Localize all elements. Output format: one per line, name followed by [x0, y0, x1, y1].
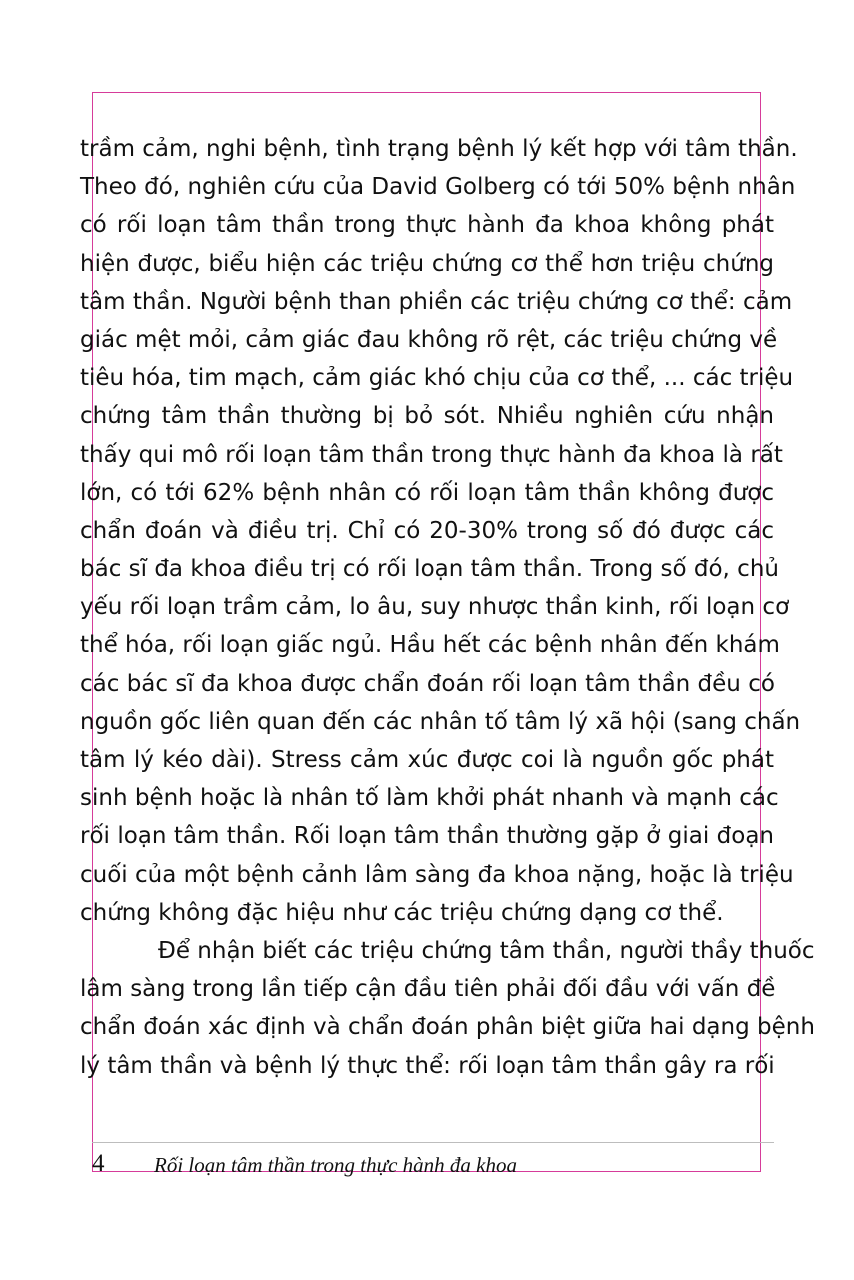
text-line: chẩn đoán xác định và chẩn đoán phân biệt giữa hai dạng bệnh — [80, 1014, 815, 1041]
text-line: nguồn gốc liên quan đến các nhân tố tâm lý xã hội (sang chấn — [80, 708, 801, 735]
text-line: chứng không đặc hiệu như các triệu chứng dạng cơ thể. — [80, 899, 724, 926]
text-line: lý tâm thần và bệnh lý thực thể: rối loạn tâm thần gây ra rối — [80, 1052, 775, 1079]
body-text — [80, 130, 815, 1085]
page-footer — [92, 1150, 774, 1178]
text-line: bác sĩ đa khoa điều trị có rối loạn tâm thần. Trong số đó, chủ — [80, 556, 779, 583]
running-title: Rối loạn tâm thần trong thực hành đa khoa — [154, 1153, 517, 1177]
text-line: lớn, có tới 62% bệnh nhân có rối loạn tâm thần không được — [80, 479, 774, 506]
text-line: rối loạn tâm thần. Rối loạn tâm thần thường gặp ở giai đoạn — [80, 823, 774, 850]
text-line: các bác sĩ đa khoa được chẩn đoán rối loạn tâm thần đều có — [80, 670, 775, 697]
paragraph-start-line: Để nhận biết các triệu chứng tâm thần, người thầy thuốc — [158, 937, 815, 964]
text-line: thể hóa, rối loạn giấc ngủ. Hầu hết các bệnh nhân đến khám — [80, 632, 780, 659]
text-line: lâm sàng trong lần tiếp cận đầu tiên phải đối đầu với vấn đề — [80, 976, 776, 1003]
page-number: 4 — [92, 1150, 105, 1177]
text-line: chứng tâm thần thường bị bỏ sót. Nhiều nghiên cứu nhận — [80, 403, 774, 430]
text-line: có rối loạn tâm thần trong thực hành đa khoa không phát — [80, 212, 774, 239]
text-line: chẩn đoán và điều trị. Chỉ có 20-30% trong số đó được các — [80, 517, 774, 544]
text-line: thấy qui mô rối loạn tâm thần trong thực hành đa khoa là rất — [80, 441, 783, 468]
text-line: sinh bệnh hoặc là nhân tố làm khởi phát nhanh và mạnh các — [80, 785, 779, 812]
text-line: tâm lý kéo dài). Stress cảm xúc được coi là nguồn gốc phát — [80, 747, 774, 773]
text-line: tiêu hóa, tim mạch, cảm giác khó chịu của cơ thể, ... các triệu — [80, 365, 794, 392]
footer-rule — [92, 1142, 774, 1143]
text-line: yếu rối loạn trầm cảm, lo âu, suy nhược thần kinh, rối loạn cơ — [80, 594, 790, 621]
text-line: giác mệt mỏi, cảm giác đau không rõ rệt, các triệu chứng về — [80, 326, 778, 353]
text-line: cuối của một bệnh cảnh lâm sàng đa khoa nặng, hoặc là triệu — [80, 861, 794, 888]
text-line: Theo đó, nghiên cứu của David Golberg có tới 50% bệnh nhân — [80, 174, 796, 201]
text-line: trầm cảm, nghi bệnh, tình trạng bệnh lý kết hợp với tâm thần. — [80, 136, 798, 162]
text-line: tâm thần. Người bệnh than phiền các triệu chứng cơ thể: cảm — [80, 288, 793, 315]
text-line: hiện được, biểu hiện các triệu chứng cơ thể hơn triệu chứng — [80, 250, 774, 277]
